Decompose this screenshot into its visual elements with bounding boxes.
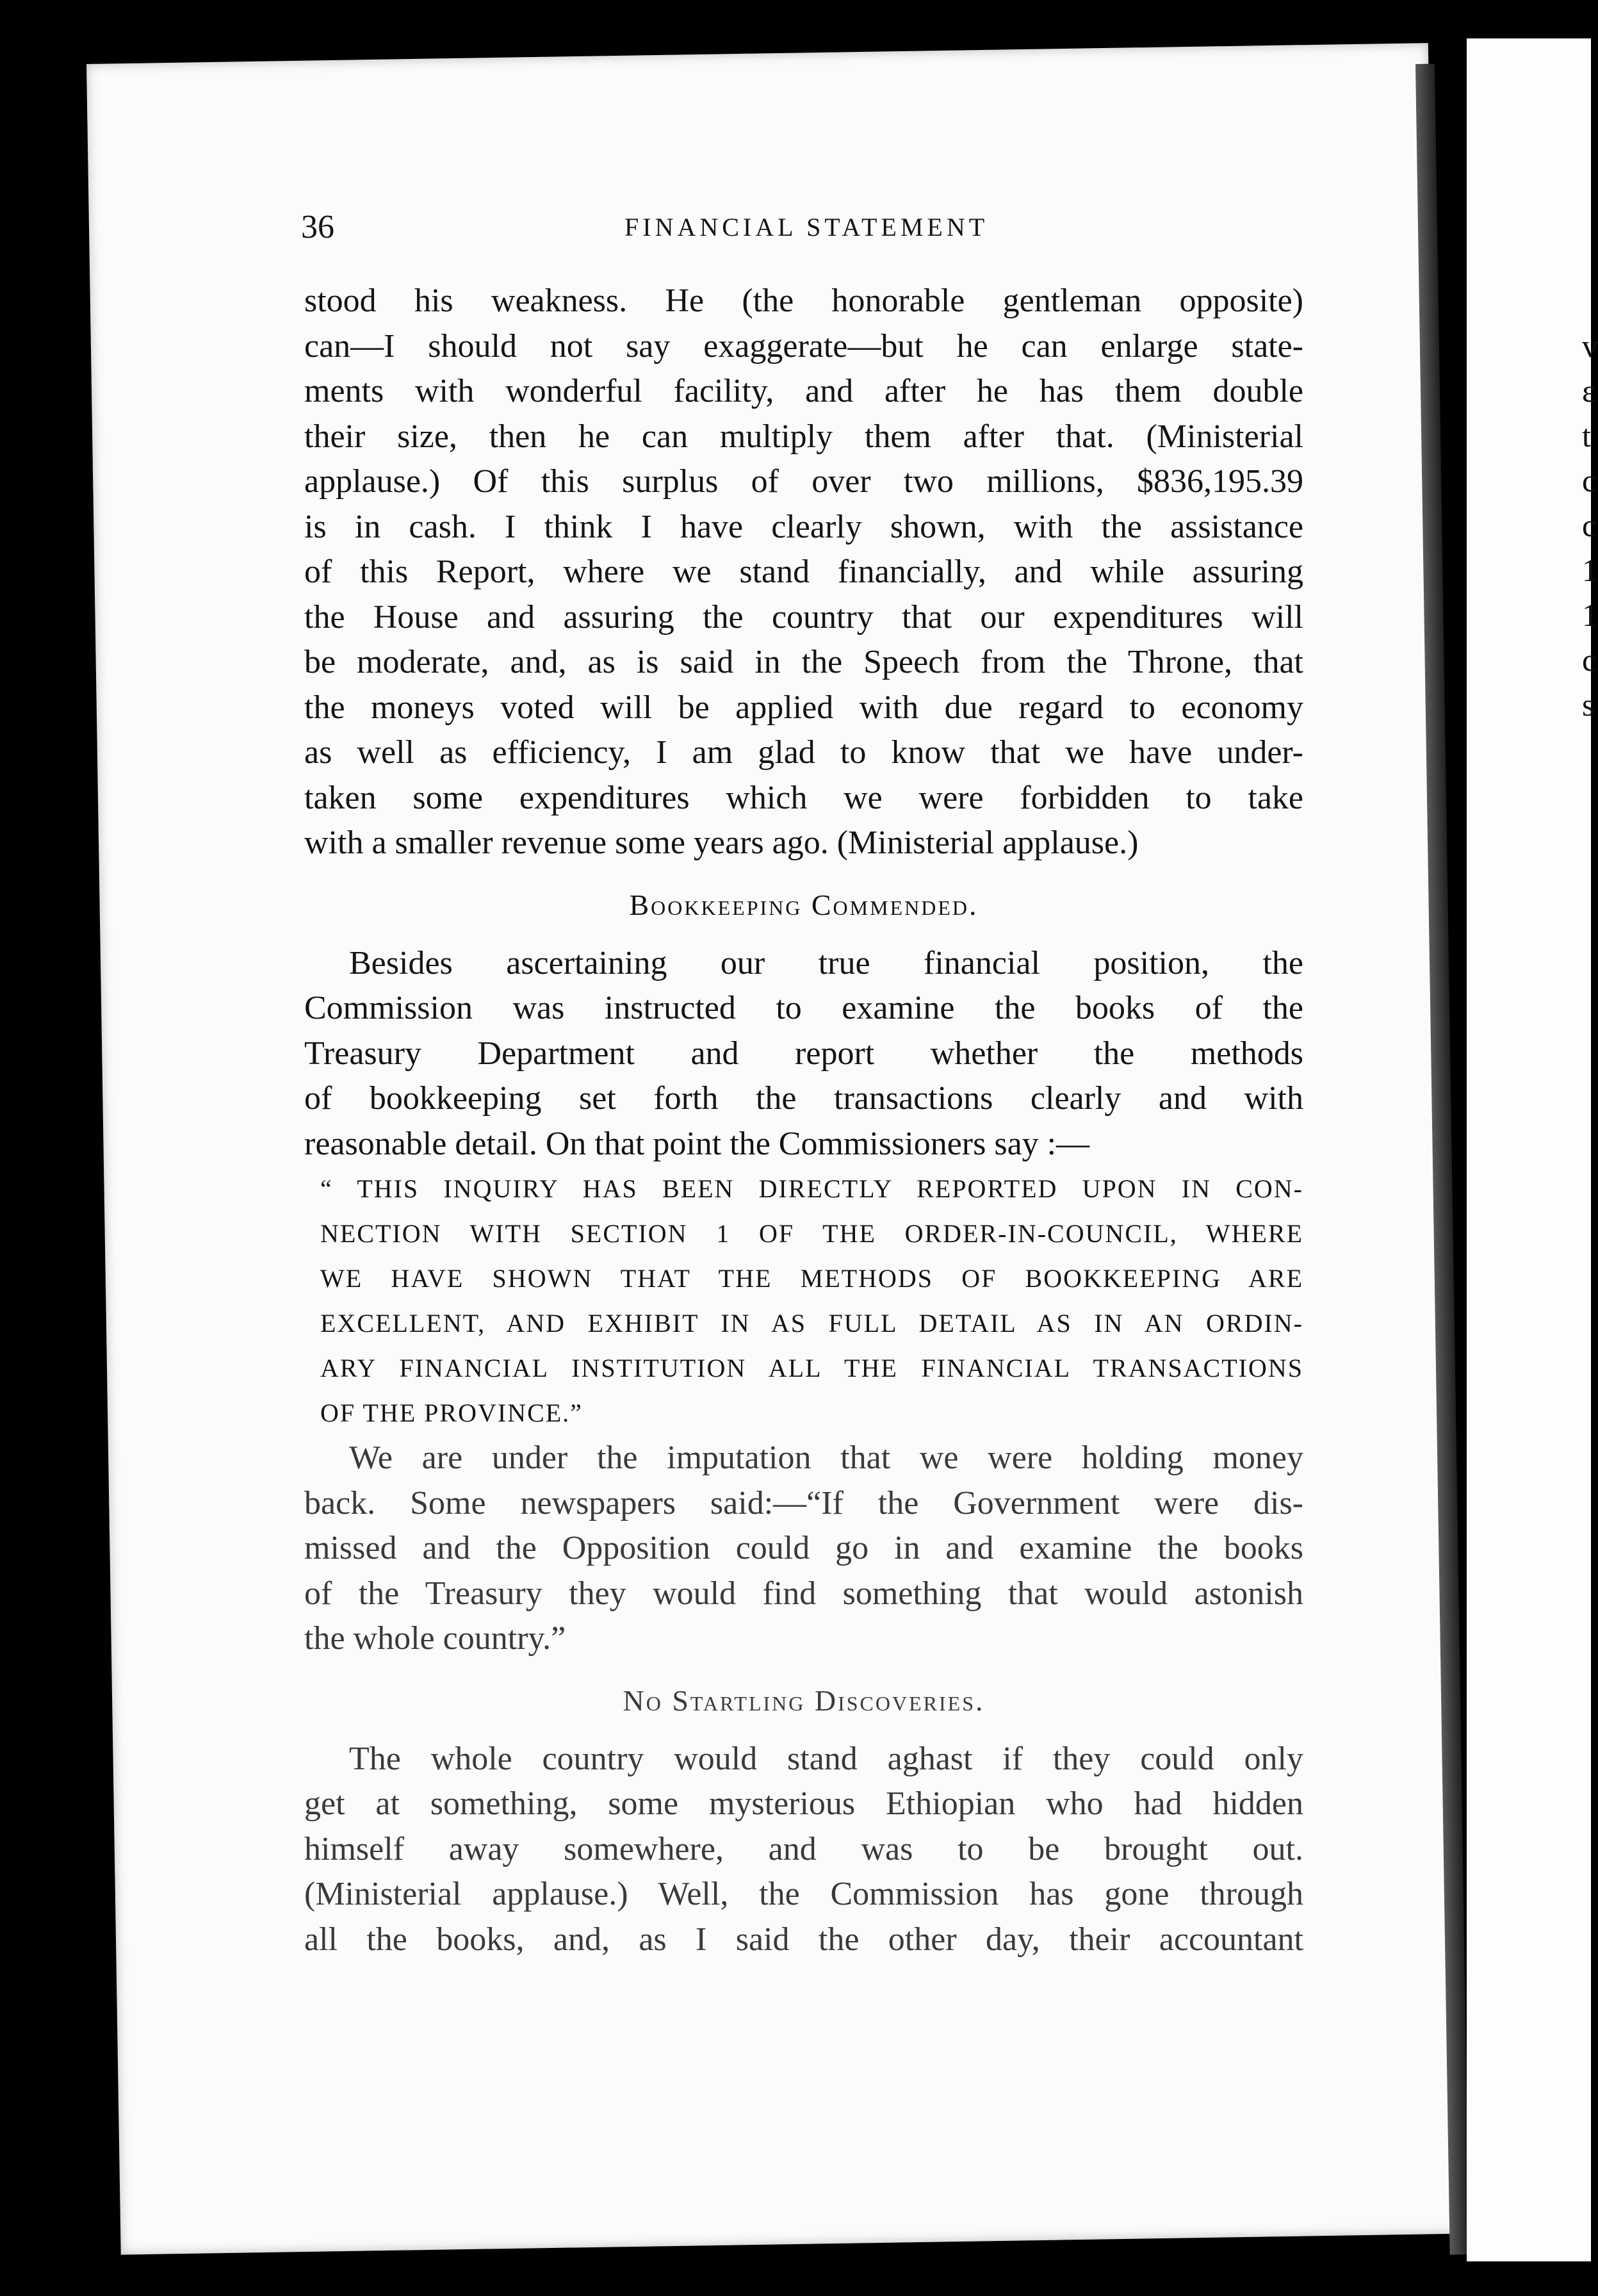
quote-line: OF THE PROVINCE.”	[320, 1398, 583, 1427]
facing-page-fragment: s	[1582, 687, 1595, 723]
text-line: all the books, and, as I said the other day, their accountant	[304, 1921, 1303, 1958]
text-line: taken some expenditures which we were forbidden to take	[304, 779, 1303, 816]
quote-line: ARY FINANCIAL INSTITUTION ALL THE FINANCIAL TRANSACTIONS	[320, 1354, 1303, 1382]
text-line: of bookkeeping set forth the transactions clearly and with	[304, 1080, 1303, 1117]
text-line: the House and assuring the country that our expenditures will	[304, 598, 1303, 636]
paragraph-1	[218, 279, 1303, 866]
text-line: (Ministerial applause.) Well, the Commission has gone through	[304, 1876, 1303, 1912]
text-line: can—I should not say exaggerate—but he can enlarge state-	[304, 327, 1303, 365]
facing-page-fragment: 1	[1582, 597, 1598, 633]
page-content	[218, 208, 1319, 1962]
facing-page-fragment: t	[1582, 418, 1591, 454]
text-line: missed and the Opposition could go in and examine the books	[304, 1530, 1303, 1566]
paragraph-4	[218, 1737, 1303, 1963]
paragraph-2	[218, 941, 1303, 1167]
text-line: is in cash. I think I have clearly shown, with the assistance	[304, 508, 1303, 545]
text-line: the moneys voted will be applied with due regard to economy	[304, 689, 1303, 726]
facing-page-fragment: 1	[1582, 552, 1598, 588]
text-line: Treasury Department and report whether the methods	[304, 1035, 1303, 1072]
quote-line: EXCELLENT, AND EXHIBIT IN AS FULL DETAIL AS IN AN ORDIN-	[320, 1309, 1303, 1338]
running-head: FINANCIAL STATEMENT	[624, 213, 989, 242]
text-line: himself away somewhere, and was to be brought out.	[304, 1830, 1303, 1867]
text-line: The whole country would stand aghast if they could only	[349, 1740, 1303, 1777]
text-line: back. Some newspapers said:—“If the Government were dis-	[304, 1484, 1303, 1521]
facing-page-fragment: c	[1582, 463, 1597, 498]
section-heading-bookkeeping: Bookkeeping Commended.	[629, 888, 979, 921]
commission-quote	[218, 1167, 1303, 1436]
text-line: their size, then he can multiply them after that. (Ministerial	[304, 418, 1303, 455]
text-line: Besides ascertaining our true financial position, the	[349, 944, 1303, 981]
text-line: reasonable detail. On that point the Commissioners say :—	[304, 1125, 1090, 1162]
text-line: the whole country.”	[304, 1620, 566, 1657]
quote-line: NECTION WITH SECTION 1 OF THE ORDER-IN-COUNCIL, WHERE	[320, 1219, 1303, 1248]
facing-page-fragment: c	[1582, 642, 1597, 678]
text-line: We are under the imputation that we were holding money	[349, 1439, 1303, 1476]
facing-page-fragment: c	[1582, 507, 1597, 543]
text-line: of the Treasury they would find something that would astonish	[304, 1575, 1303, 1612]
section-heading-discoveries: No Startling Discoveries.	[623, 1684, 985, 1717]
page-number: 36	[301, 209, 334, 245]
quote-line: “ THIS INQUIRY HAS BEEN DIRECTLY REPORTED UPON IN CON-	[320, 1174, 1303, 1203]
text-line: applause.) Of this surplus of over two millions, $836,195.39	[304, 463, 1303, 500]
text-line: stood his weakness. He (the honorable gentleman opposite)	[304, 283, 1303, 319]
quote-line: WE HAVE SHOWN THAT THE METHODS OF BOOKKEEPING ARE	[320, 1264, 1303, 1293]
facing-page-fragment: ε	[1582, 373, 1595, 409]
facing-page	[1467, 38, 1598, 2261]
text-line: of this Report, where we stand financially, and while assuring	[304, 554, 1303, 590]
facing-page-fragment: v	[1582, 328, 1598, 364]
text-line: with a smaller revenue some years ago. (Ministerial applause.)	[304, 824, 1139, 861]
paragraph-3	[218, 1436, 1303, 1662]
text-line: Commission was instructed to examine the books of the	[304, 990, 1303, 1026]
text-line: be moderate, and, as is said in the Speech from the Throne, that	[304, 644, 1303, 680]
page-header	[218, 208, 1319, 279]
text-line: get at something, some mysterious Ethiopian who had hidden	[304, 1785, 1303, 1822]
text-line: ments with wonderful facility, and after he has them double	[304, 373, 1303, 409]
text-line: as well as efficiency, I am glad to know that we have under-	[304, 734, 1303, 771]
